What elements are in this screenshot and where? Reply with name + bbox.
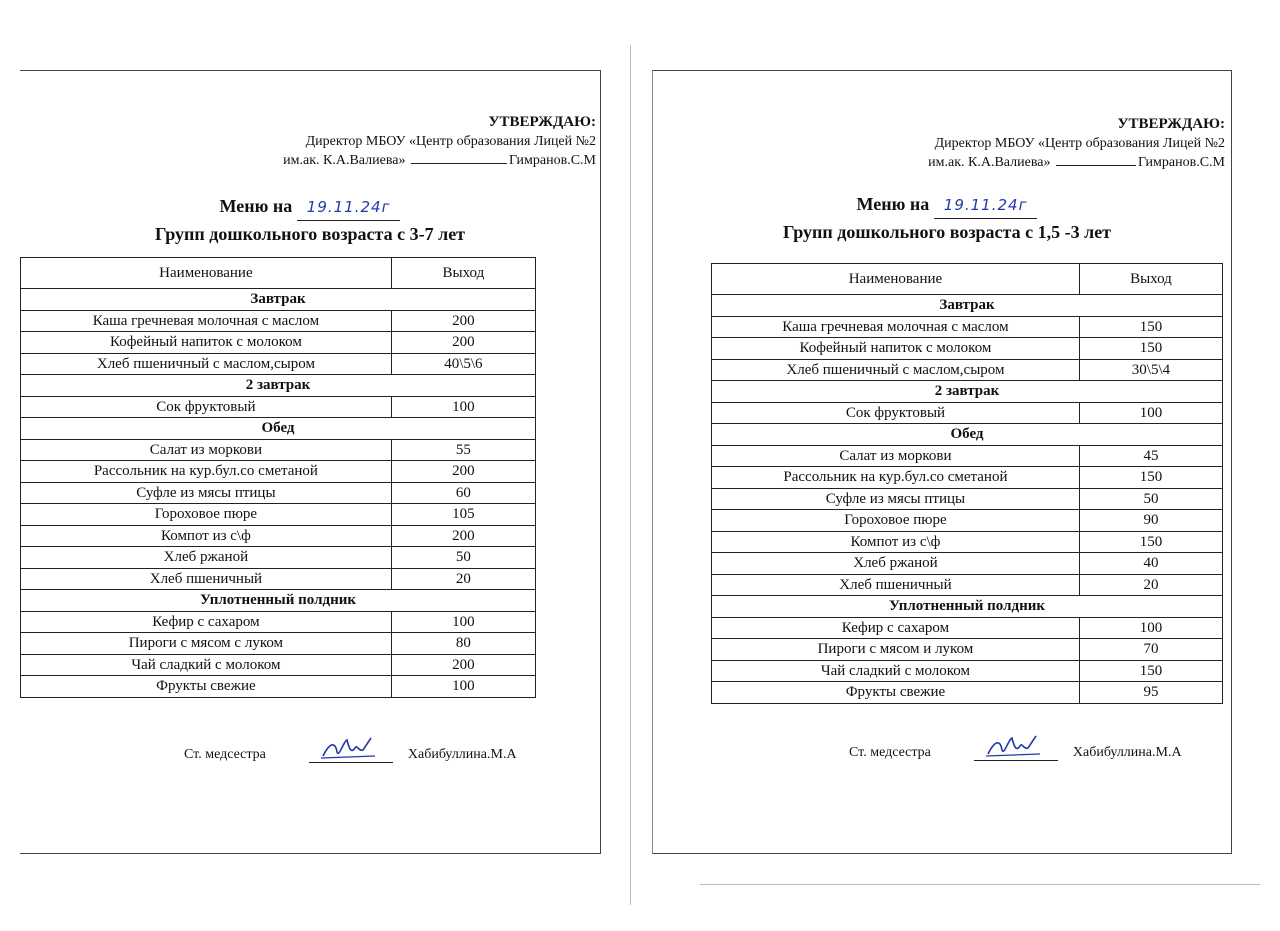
dish-name: Хлеб пшеничный xyxy=(21,568,392,590)
signature-block xyxy=(849,745,1182,761)
dish-yield: 150 xyxy=(1079,467,1222,489)
approval-block xyxy=(176,113,596,170)
dish-name: Салат из моркови xyxy=(712,445,1080,467)
handwritten-date: 19.11.24г xyxy=(934,192,1038,219)
section-title: Уплотненный полдник xyxy=(712,596,1223,618)
dish-name: Пироги с мясом с луком xyxy=(21,633,392,655)
section-header-row xyxy=(21,590,536,612)
table-row xyxy=(21,547,536,569)
menu-page-left xyxy=(20,70,601,854)
section-header-row xyxy=(21,289,536,311)
section-title: Завтрак xyxy=(21,289,536,311)
dish-yield: 40\5\6 xyxy=(391,353,535,375)
table-row xyxy=(712,553,1223,575)
dish-yield: 150 xyxy=(1079,316,1222,338)
dish-yield: 200 xyxy=(391,654,535,676)
column-header-name: Наименование xyxy=(712,264,1080,295)
table-header-row xyxy=(712,264,1223,295)
title-prefix: Меню на xyxy=(219,196,293,216)
dish-yield: 55 xyxy=(391,439,535,461)
dish-name: Сок фруктовый xyxy=(712,402,1080,424)
table-row xyxy=(21,611,536,633)
section-header-row xyxy=(712,295,1223,317)
approval-heading: УТВЕРЖДАЮ: xyxy=(488,114,596,130)
dish-yield: 105 xyxy=(391,504,535,526)
table-row xyxy=(712,639,1223,661)
section-title: Завтрак xyxy=(712,295,1223,317)
scan-bottom-line xyxy=(700,884,1260,885)
dish-yield: 150 xyxy=(1079,338,1222,360)
column-header-yield: Выход xyxy=(391,258,535,289)
dish-name: Каша гречневая молочная с маслом xyxy=(712,316,1080,338)
signature-line xyxy=(974,760,1058,761)
dish-yield: 150 xyxy=(1079,531,1222,553)
table-row xyxy=(21,310,536,332)
table-row xyxy=(712,467,1223,489)
approval-signature-line: им.ак. К.А.Валиева» Гимранов.С.М xyxy=(283,153,596,168)
table-row xyxy=(21,676,536,698)
dish-name: Суфле из мясы птицы xyxy=(712,488,1080,510)
signature-role: Ст. медсестра xyxy=(849,745,931,760)
signature-block xyxy=(184,747,517,763)
column-header-yield: Выход xyxy=(1079,264,1222,295)
table-row xyxy=(712,510,1223,532)
dish-yield: 50 xyxy=(1079,488,1222,510)
dish-yield: 70 xyxy=(1079,639,1222,661)
dish-yield: 200 xyxy=(391,310,535,332)
section-header-row xyxy=(712,424,1223,446)
signature-name: Хабибуллина.М.А xyxy=(1072,745,1182,760)
table-row xyxy=(712,338,1223,360)
table-row xyxy=(21,568,536,590)
table-row xyxy=(21,396,536,418)
table-row xyxy=(21,654,536,676)
table-row xyxy=(21,461,536,483)
section-header-row xyxy=(21,375,536,397)
dish-yield: 200 xyxy=(391,525,535,547)
dish-yield: 100 xyxy=(1079,402,1222,424)
approval-director: Директор МБОУ «Центр образования Лицей №2 xyxy=(934,136,1225,151)
scan-edge-line xyxy=(630,45,631,905)
menu-title xyxy=(737,191,1157,245)
menu-table xyxy=(711,263,1223,704)
table-row xyxy=(712,660,1223,682)
dish-yield: 60 xyxy=(391,482,535,504)
table-row xyxy=(712,574,1223,596)
dish-name: Сок фруктовый xyxy=(21,396,392,418)
dish-yield: 100 xyxy=(1079,617,1222,639)
dish-name: Фрукты свежие xyxy=(21,676,392,698)
menu-title xyxy=(110,193,510,247)
table-row xyxy=(712,445,1223,467)
section-title: Уплотненный полдник xyxy=(21,590,536,612)
dish-name: Кефир с сахаром xyxy=(712,617,1080,639)
table-row xyxy=(712,682,1223,704)
table-row xyxy=(712,488,1223,510)
dish-name: Хлеб пшеничный с маслом,сыром xyxy=(21,353,392,375)
table-header-row xyxy=(21,258,536,289)
dish-yield: 40 xyxy=(1079,553,1222,575)
dish-yield: 45 xyxy=(1079,445,1222,467)
approval-name: Гимранов.С.М xyxy=(1137,155,1225,170)
table-row xyxy=(21,332,536,354)
dish-yield: 20 xyxy=(1079,574,1222,596)
table-row xyxy=(21,525,536,547)
section-title: Обед xyxy=(712,424,1223,446)
table-row xyxy=(712,316,1223,338)
table-row xyxy=(712,359,1223,381)
dish-name: Фрукты свежие xyxy=(712,682,1080,704)
table-row xyxy=(712,531,1223,553)
section-title: Обед xyxy=(21,418,536,440)
dish-yield: 90 xyxy=(1079,510,1222,532)
signature-name: Хабибуллина.М.А xyxy=(407,747,517,762)
dish-yield: 150 xyxy=(1079,660,1222,682)
section-header-row xyxy=(712,381,1223,403)
dish-name: Пироги с мясом и луком xyxy=(712,639,1080,661)
table-row xyxy=(21,482,536,504)
dish-name: Чай сладкий с молоком xyxy=(712,660,1080,682)
dish-yield: 100 xyxy=(391,676,535,698)
signature-line xyxy=(309,762,393,763)
dish-name: Рассольник на кур.бул.со сметаной xyxy=(21,461,392,483)
approval-director: Директор МБОУ «Центр образования Лицей №2 xyxy=(305,134,596,149)
dish-yield: 80 xyxy=(391,633,535,655)
approval-block xyxy=(805,115,1225,172)
section-header-row xyxy=(21,418,536,440)
dish-name: Хлеб ржаной xyxy=(21,547,392,569)
dish-name: Гороховое пюре xyxy=(21,504,392,526)
signature-scribble-icon xyxy=(984,732,1044,760)
menu-table xyxy=(20,257,536,698)
dish-name: Рассольник на кур.бул.со сметаной xyxy=(712,467,1080,489)
dish-yield: 50 xyxy=(391,547,535,569)
dish-name: Чай сладкий с молоком xyxy=(21,654,392,676)
table-row xyxy=(712,617,1223,639)
handwritten-date: 19.11.24г xyxy=(297,194,401,221)
approval-name: Гимранов.С.М xyxy=(508,153,596,168)
dish-name: Суфле из мясы птицы xyxy=(21,482,392,504)
dish-name: Салат из моркови xyxy=(21,439,392,461)
dish-name: Каша гречневая молочная с маслом xyxy=(21,310,392,332)
dish-name: Гороховое пюре xyxy=(712,510,1080,532)
menu-page-right xyxy=(652,70,1232,854)
dish-yield: 20 xyxy=(391,568,535,590)
table-row xyxy=(21,439,536,461)
dish-yield: 95 xyxy=(1079,682,1222,704)
section-header-row xyxy=(712,596,1223,618)
table-row xyxy=(21,353,536,375)
table-row xyxy=(21,633,536,655)
signature-role: Ст. медсестра xyxy=(184,747,266,762)
dish-yield: 200 xyxy=(391,332,535,354)
menu-subtitle: Групп дошкольного возраста с 3-7 лет xyxy=(154,224,466,244)
dish-yield: 30\5\4 xyxy=(1079,359,1222,381)
dish-name: Кефир с сахаром xyxy=(21,611,392,633)
signature-scribble-icon xyxy=(319,734,379,762)
dish-yield: 100 xyxy=(391,611,535,633)
dish-name: Хлеб ржаной xyxy=(712,553,1080,575)
title-prefix: Меню на xyxy=(856,194,930,214)
dish-yield: 200 xyxy=(391,461,535,483)
approval-signature-line: им.ак. К.А.Валиева» Гимранов.С.М xyxy=(928,155,1225,170)
section-title: 2 завтрак xyxy=(712,381,1223,403)
dish-name: Кофейный напиток с молоком xyxy=(712,338,1080,360)
dish-name: Хлеб пшеничный xyxy=(712,574,1080,596)
column-header-name: Наименование xyxy=(21,258,392,289)
approval-heading: УТВЕРЖДАЮ: xyxy=(1117,116,1225,132)
table-row xyxy=(712,402,1223,424)
dish-yield: 100 xyxy=(391,396,535,418)
menu-subtitle: Групп дошкольного возраста с 1,5 -3 лет xyxy=(782,222,1112,242)
dish-name: Компот из с\ф xyxy=(712,531,1080,553)
dish-name: Хлеб пшеничный с маслом,сыром xyxy=(712,359,1080,381)
dish-name: Компот из с\ф xyxy=(21,525,392,547)
dish-name: Кофейный напиток с молоком xyxy=(21,332,392,354)
section-title: 2 завтрак xyxy=(21,375,536,397)
table-row xyxy=(21,504,536,526)
